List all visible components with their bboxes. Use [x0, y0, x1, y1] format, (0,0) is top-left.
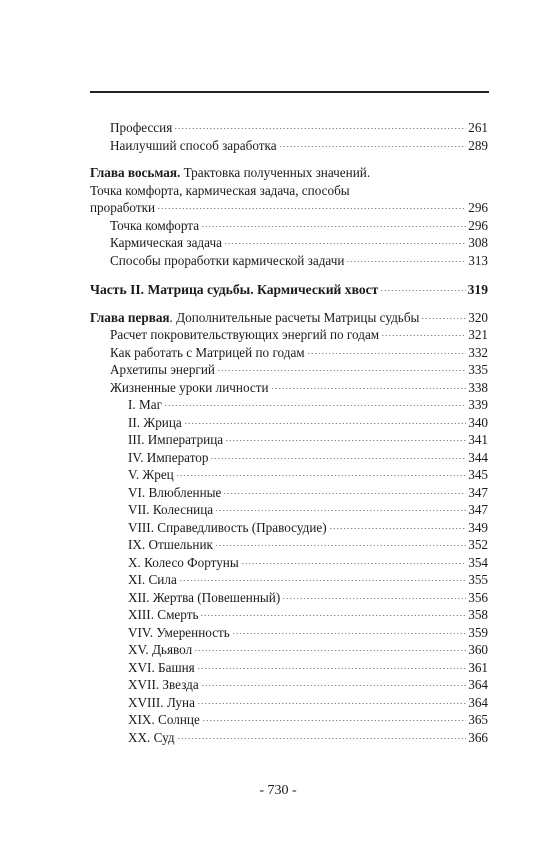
toc-entry[interactable] [90, 659, 488, 677]
toc-entry-title: VIII. Справедливость (Правосудие) [128, 519, 327, 535]
dot-leader [380, 290, 465, 291]
toc-entry-title: Расчет покровительствующих энергий по годам [110, 327, 380, 342]
toc-entry-page: 313 [468, 252, 488, 268]
toc-entry[interactable] [90, 199, 488, 217]
dot-leader [201, 226, 466, 227]
toc-entry-page: 296 [468, 200, 488, 215]
toc-entry-title: I. Маг [128, 397, 162, 412]
toc-entry-title: IV. Император [128, 449, 209, 465]
toc-entry-page: 359 [468, 624, 488, 640]
toc-entry-page: 347 [468, 502, 488, 517]
toc-entry-title: XI. Сила [128, 572, 177, 587]
toc-entry-title: Как работать с Матрицей по годам [110, 344, 305, 360]
toc-entry[interactable] [90, 344, 488, 362]
toc-entry[interactable] [90, 326, 488, 344]
toc-entry[interactable] [90, 431, 488, 449]
toc-entry-page: 349 [468, 519, 488, 535]
toc-entry-page: 341 [468, 432, 488, 447]
toc-entry-title: XIII. Смерть [128, 607, 199, 622]
toc-entry-title: XVIII. Луна [128, 694, 195, 710]
toc-entry-title: XVI. Башня [128, 659, 195, 675]
toc-entry-page: 339 [468, 397, 488, 412]
toc-entry[interactable] [90, 396, 488, 414]
toc-entry-title: XV. Дьявол [128, 642, 193, 657]
toc-entry-page: 364 [468, 677, 488, 692]
table-of-contents [90, 119, 488, 746]
dot-leader [329, 528, 467, 529]
toc-entry-page: 321 [468, 327, 488, 342]
toc-entry[interactable] [90, 589, 488, 607]
toc-entry[interactable] [90, 484, 488, 502]
dot-leader [179, 580, 466, 581]
dot-leader [176, 475, 466, 476]
toc-entry-title: VIV. Умеренность [128, 624, 230, 640]
dot-leader [282, 598, 466, 599]
dot-leader [184, 423, 466, 424]
toc-entry-page: 261 [468, 120, 488, 135]
dot-leader [217, 370, 466, 371]
toc-entry[interactable] [90, 217, 488, 235]
dot-leader [201, 685, 466, 686]
toc-entry[interactable] [90, 536, 488, 554]
toc-entry-page: 308 [468, 235, 488, 250]
dot-leader [210, 458, 466, 459]
toc-entry-title: X. Колесо Фортуны [128, 554, 239, 570]
dot-leader [223, 493, 466, 494]
toc-entry-page: 332 [468, 344, 488, 360]
toc-entry[interactable] [90, 252, 488, 270]
toc-entry[interactable] [90, 641, 488, 659]
dot-leader [197, 668, 466, 669]
toc-entry-title: V. Жрец [128, 467, 174, 482]
chapter-label: Глава восьмая. [90, 165, 181, 180]
toc-entry-page: 340 [468, 414, 488, 430]
toc-entry-page: 356 [468, 589, 488, 605]
dot-leader [202, 720, 466, 721]
toc-entry-page: 289 [468, 137, 488, 153]
toc-entry-page: 360 [468, 642, 488, 657]
toc-entry-page: 361 [468, 659, 488, 675]
dot-leader [271, 388, 467, 389]
toc-entry[interactable] [90, 501, 488, 519]
dot-leader [421, 318, 466, 319]
toc-entry-page: 364 [468, 694, 488, 710]
toc-entry-page: 344 [468, 449, 488, 465]
toc-entry[interactable] [90, 137, 488, 155]
dot-leader [215, 510, 466, 511]
toc-entry[interactable] [90, 361, 488, 379]
part-heading[interactable] [90, 281, 488, 299]
chapter-label: Глава первая [90, 309, 170, 325]
spacer [90, 299, 488, 309]
dot-leader [197, 703, 466, 704]
dot-leader [307, 353, 467, 354]
dot-leader [164, 405, 466, 406]
dot-leader [200, 615, 466, 616]
chapter-title: . Дополнительные расчеты Матрицы судьбы [169, 309, 420, 325]
toc-entry[interactable] [90, 676, 488, 694]
toc-entry[interactable] [90, 711, 488, 729]
toc-entry-title: Точка комфорта [110, 217, 200, 233]
toc-entry-title: VI. Влюбленные [128, 484, 222, 500]
toc-entry-title: II. Жрица [128, 414, 182, 430]
toc-entry-page: 355 [468, 572, 488, 587]
dot-leader [177, 738, 467, 739]
toc-entry-page: 358 [468, 607, 488, 622]
toc-entry[interactable] [90, 234, 488, 252]
toc-entry-title: Способы проработки кармической задачи [110, 252, 345, 268]
dot-leader [241, 563, 467, 564]
part-page: 319 [467, 282, 488, 297]
toc-entry[interactable] [90, 519, 488, 537]
spacer [90, 154, 488, 164]
dot-leader [225, 440, 466, 441]
dot-leader [215, 545, 466, 546]
toc-entry[interactable] [90, 624, 488, 642]
toc-entry-title: XVII. Звезда [128, 677, 199, 692]
chapter-title: Трактовка полученных значений. [180, 165, 371, 180]
dot-leader [157, 208, 466, 209]
spacer [90, 269, 488, 281]
dot-leader [381, 335, 466, 336]
toc-entry-title: XII. Жертва (Повешенный) [128, 589, 281, 605]
toc-entry-title: XX. Суд [128, 729, 175, 745]
toc-entry[interactable] [90, 379, 488, 397]
chapter-page: 320 [468, 309, 488, 325]
dot-leader [224, 243, 466, 244]
toc-entry-page: 365 [468, 712, 488, 727]
dot-leader [194, 650, 466, 651]
toc-entry[interactable] [90, 466, 488, 484]
toc-entry-page: 338 [468, 379, 488, 395]
chapter-heading[interactable] [90, 164, 488, 182]
toc-entry-title: Кармическая задача [110, 235, 222, 250]
toc-entry-title: Жизненные уроки личности [110, 379, 269, 395]
part-title: Часть II. Матрица судьбы. Кармический хвост [90, 282, 379, 297]
toc-entry-title: проработки [90, 200, 156, 215]
toc-entry-page: 352 [468, 537, 488, 552]
toc-entry[interactable] [90, 414, 488, 432]
toc-entry-title: Наилучший способ заработка [110, 137, 277, 153]
toc-entry-title: Профессия [110, 120, 173, 135]
toc-entry[interactable] [90, 729, 488, 747]
chapter-title-line: Точка комфорта, кармическая задача, способы [90, 182, 350, 198]
toc-entry[interactable] [90, 554, 488, 572]
toc-entry[interactable] [90, 606, 488, 624]
page-number: - 730 - [259, 783, 297, 798]
dot-leader [174, 128, 466, 129]
dot-leader [232, 633, 466, 634]
toc-entry-title: XIX. Солнце [128, 712, 200, 727]
toc-entry-page: 335 [468, 362, 488, 377]
toc-entry[interactable] [90, 571, 488, 589]
toc-entry-page: 366 [468, 729, 488, 745]
chapter-heading[interactable] [90, 309, 488, 327]
toc-entry[interactable] [90, 449, 488, 467]
toc-entry-title: III. Императрица [128, 432, 224, 447]
dot-leader [279, 146, 467, 147]
arcana-list [90, 396, 488, 746]
toc-entry-title: VII. Колесница [128, 502, 214, 517]
toc-entry-page: 296 [468, 217, 488, 233]
toc-entry-title: IX. Отшельник [128, 537, 213, 552]
toc-entry-page: 345 [468, 467, 488, 482]
toc-entry[interactable] [90, 694, 488, 712]
toc-entry[interactable] [90, 119, 488, 137]
dot-leader [346, 261, 466, 262]
toc-entry-page: 347 [468, 484, 488, 500]
toc-entry-title: Архетипы энергий [110, 362, 215, 377]
toc-entry-page: 354 [468, 554, 488, 570]
header-rule [90, 91, 489, 93]
